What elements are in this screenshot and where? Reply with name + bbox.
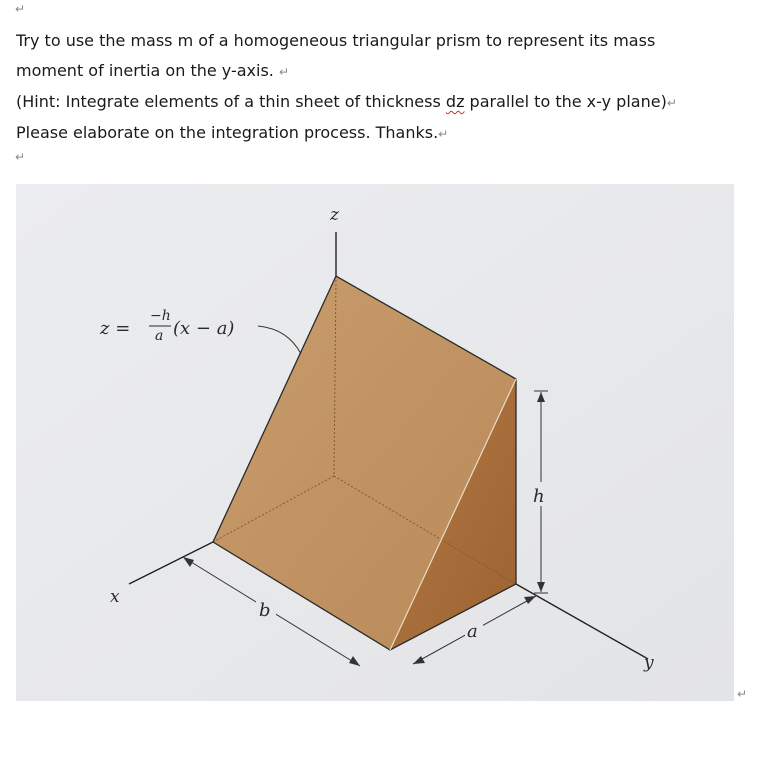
equation-lhs: z =	[100, 318, 131, 339]
equation-denominator: a	[155, 328, 164, 344]
paragraph-mark: ↵	[666, 96, 677, 110]
paragraph-mark: ↵	[15, 2, 26, 16]
spellcheck-word[interactable]: dz	[445, 92, 465, 111]
text-line-1: Try to use the mass m of a homogeneous triangular prism to represent its mass	[16, 31, 656, 50]
paragraph-mark: ↵	[737, 687, 748, 701]
prism-figure	[16, 184, 734, 701]
paragraph-mark: ↵	[15, 150, 26, 164]
text-line-2: moment of inertia on the y-axis. ↵	[16, 61, 290, 80]
text-line-3: (Hint: Integrate elements of a thin sheet of thickness dz parallel to the x-y plane)↵	[16, 92, 677, 111]
y-axis-label: y	[644, 653, 654, 673]
x-axis-label: x	[110, 587, 120, 607]
a-dimension-label: a	[467, 621, 478, 642]
h-dimension-label: h	[533, 486, 545, 507]
equation-numerator: −h	[150, 308, 171, 324]
z-axis-label: z	[330, 205, 339, 225]
b-dimension-label: b	[259, 600, 271, 621]
paragraph-mark: ↵	[278, 65, 290, 79]
text-line-4: Please elaborate on the integration process. Thanks.↵	[16, 123, 449, 142]
paragraph-mark: ↵	[438, 127, 449, 141]
equation-rest: (x − a)	[173, 318, 235, 339]
prism-diagram	[16, 184, 734, 701]
question-text	[16, 26, 756, 149]
